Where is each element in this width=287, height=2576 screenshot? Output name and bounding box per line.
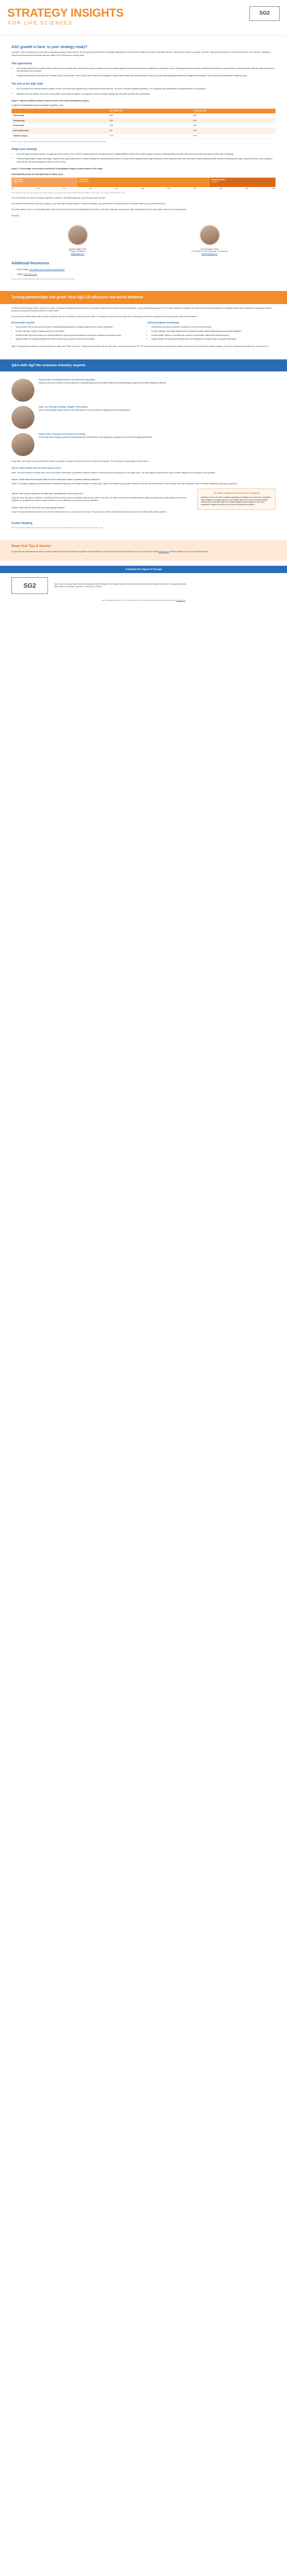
axis-tick-label: 70% [193, 187, 197, 190]
avatar [11, 379, 34, 402]
opportunity-list [11, 67, 276, 78]
risk-list [11, 88, 276, 95]
qa-answer: Katie: The client needed a credible way to show why earlier intervention in Alzheimer's disease matters. Previous analyses had focused on late-stage costs. The client wanted to quantify the value of earlier diagnosis and a structured care pathway. [11, 471, 216, 474]
list-item: • Provider benefit: Evidence on workflow and outcomes can drive better patient-level adoption decisions. [151, 334, 276, 337]
share-section [0, 540, 287, 560]
author-name: Jaymie Eagle, PhD [68, 247, 87, 250]
table-cell: 70% [192, 123, 276, 129]
list-item: • Supplier benefit: The analysis demonstrates value and strengthens the adoption story and supplier partnerships. [151, 338, 276, 341]
share-text-before: Do you have an interesting case study or helpful analysis that other Life Sciences suppliers could benefit from? We'd love to hear from you! Reach out to your Sg2 team or email [11, 550, 158, 553]
share-text [11, 551, 276, 553]
newsletter-title: STRATEGY INSIGHTS [7, 6, 124, 19]
table-header [11, 109, 108, 113]
axis-tick-label: 90% [245, 187, 249, 190]
table-cell: Knee replacement [11, 129, 108, 134]
qa-with-sidebar [11, 488, 276, 517]
case-heading: EP procedure growth [11, 321, 35, 324]
footer-note-text: Sg2 is a trademark of Vizient, Inc. | To unsubscribe, contact your organization's Sg2 representative or email [101, 599, 176, 601]
axis-tick-label: 20% [63, 187, 66, 190]
adapt-list [11, 153, 276, 164]
table-header: 4TH QUARTILE [192, 109, 276, 113]
segment-label: GROWING [79, 178, 89, 181]
panelist-text [39, 433, 152, 438]
case-column-ep [11, 321, 140, 342]
table-cell: 77% [108, 133, 192, 138]
segment-range: Middle 50% [79, 181, 89, 183]
table-row [11, 123, 276, 129]
partnership-paragraph: Successful partnerships begin with a provider challenge that can be measured, improved, and scaled. The examples below show how Sg2 LSI is connecting providers and suppliers to test and generate value-based evidence. [11, 316, 198, 318]
list-item: • ASC growth represents procedural volume. Sg2's services forecast ASC procedures to grow at a faster pace than hospital outpatient department procedures, particularly in orthopedics, spine, cardiology and general surgery. Shifting reimbursement, expanded ASC-covered procedure lists and payer preferences will accelerate this movement. [17, 67, 276, 73]
qa-question: Jaymie: What made this analysis different from traditional claims or patient journey analyses? [11, 478, 100, 481]
list-item: • Provider challenge: Growth in capacity strained, lab time limited. [16, 330, 140, 333]
footer-logo: SG2 [11, 577, 48, 594]
table-header-row [11, 109, 276, 113]
figure-2-subtitle: PROCEDURES IN ASC BY DISTRIBUTION OF MSAS, 2023 [11, 173, 63, 176]
sg2-logo: SG2 [249, 6, 280, 21]
qa-section [0, 371, 287, 536]
partnership-heading: Turning partnerships into proof: How Sg2 LSI advances real-world evidence [11, 295, 144, 299]
axis-tick-label: 40% [115, 187, 118, 190]
axis-tick-label: 60% [167, 187, 171, 190]
author-email-link[interactable]: jeagle@sg2.com [70, 252, 85, 255]
qa-answer: Susan: The biggest challenge was that Alzheimer's disease progression is not easily identified in claims data. Claims can identify most cognitive impairment, but the path to Alzheimer's is often unclear. We built a stepwise model to estimate diagnosis timing and progression. [11, 482, 238, 485]
case-list [147, 326, 276, 340]
callout-heading: The Hidden Hospital Cost of Alzheimer's Caregiving [213, 492, 260, 495]
list-item [17, 273, 276, 276]
figure-1-caption: Figure 1. Market variation analysis shows uneven shift toward ambulatory surgery [11, 99, 89, 102]
table-cell: 97% [192, 133, 276, 138]
sign-off: Sincerely, [11, 214, 20, 217]
author-card [31, 225, 125, 255]
closing-paragraph: The best markets are where procedural migration, portfolio fit, ownership dynamics, and forecast growth coincide. [11, 197, 106, 199]
list-item: • Provider benefit: Real-world evidence can identify bottlenecks, support operational decisions, and improve readiness for procedural growth. [16, 334, 140, 337]
table-cell: 41% [192, 129, 276, 134]
footer-address: 5600 N River Rd, Suite 800, Rosemont, IL 60018 | 847.779.5300 [54, 585, 102, 588]
footer [0, 573, 287, 598]
figure-2 [11, 173, 276, 190]
qa-question: Jaymie: Who will the client use this work going forward? [11, 506, 65, 509]
table-row [11, 129, 276, 134]
table-row [11, 118, 276, 123]
case-column-glioma [147, 321, 276, 342]
segment-range: Top 25% [211, 181, 219, 183]
author-title: Principal, Intelligence [69, 250, 86, 253]
further-reading-text: Alzheimer's Association. 2024 Alzheimer's Disease Facts and Figures; CMS, National Health Expenditure Data; Sg2 Impact of Change® Forecast, 2024. [11, 527, 103, 529]
list-item: • Supplier benefit: The analysis strengthens the device's positioning and supports commercial and growth. [16, 338, 140, 341]
panelist-bio: Greg has more than 20 years of industry experience, including leading Sg2's Innovation Readiness and implementation programs and market intelligence offerings. [39, 381, 166, 384]
qa-question: Jaymie: What problem was the client trying to solve? [11, 467, 62, 470]
footer-banner: Anticipate the Impact of Change [0, 566, 287, 573]
closing-paragraph: All health systems move to an ambulatory-first model; the need to develop site-neutral playbooks for ASCs, post-acute offerings, and physician office settings will become more urgent. Assess your strategy today. [11, 208, 187, 211]
footer-text [54, 583, 186, 588]
figure-2-axis [11, 188, 276, 190]
axis-tick-label: 0% [11, 187, 14, 190]
author-name: Karl Korkmaz, PhD [200, 247, 219, 250]
panelist-name: Katie Lau, Principal, Strategic Supplier Partnerships [39, 406, 88, 409]
figure-2-bar [11, 178, 276, 187]
figure-2-caption: Figure 2. Percentage of procedures performed in ambulatory surgery centers spans a 40% range [11, 167, 103, 170]
list-item: • Provider challenge: Technology adoption does not guarantee impact; limited imaging capacity and workflow integration. [151, 330, 276, 333]
additional-sources: Sources: Sg2 ASC Strategy Infographic, 2024; Sg2 Impact of Change® Forecast, 2024; CMS claims data. [11, 278, 75, 281]
share-text-after: with the details or to set up a quick discussion. [170, 550, 209, 553]
axis-tick-label: 10% [37, 187, 40, 190]
panelist [11, 379, 276, 402]
qa-question: Jaymie: How did you help turn the data into something the client could use? [11, 493, 83, 495]
list-item: • Sg2 forecasts a 46% ten-year demand growth for electrophysiology procedures, creating an opportunity for device collaboration. [16, 326, 140, 329]
share-heading: Share Your Tips & Stories! [11, 545, 51, 549]
segment-trailblazing [210, 178, 276, 187]
qa-answer: Greg: We used Sg2 data for Medicare & Medicaid Services revenue data to estimate outcomes and costs. From there, we built a framework to estimate disease stage and progression using signals from the data. Together, we quantified the impact of earlier detection on cost, utilization and outcomes across providers. [11, 497, 187, 502]
axis-tick-label: 100% [271, 187, 276, 190]
qa-answer: Greg: The client will take the question from what the clinical costs are, to what a system can do. This gives them a clear and defensible business case to share with health system partners. [11, 510, 167, 513]
qa-banner [0, 359, 287, 371]
qa-intro: Greg, Katie, and Susan recently worked with a client to quantify the impact of early intervention in Alzheimer's disease. The following is a conversation between them. [11, 460, 149, 463]
table-cell: Cataract surgery [11, 133, 108, 138]
panelist [11, 433, 276, 456]
panelist [11, 406, 276, 429]
table-cell: 9% [108, 129, 192, 134]
section-heading: ASC growth is here. Is your strategy ready? [11, 45, 88, 49]
partnership-section [0, 304, 287, 355]
share-email-link[interactable]: lsi@sg2.com [158, 550, 170, 553]
panelist-bio: Katie connects leading supplier partners with health systems to solve operational challenges and accelerate adoption. [39, 409, 131, 411]
partnership-paragraph: At Vizient's 2024 Supplier Forum, Sg2 and a number of vendors including decisions focused on real-world evidence and provider-supplier partnerships. In the partnership discussion, the LSI team shared how suppliers can move forward as trusted partners to strategic partners that contribute to measurable provider priorities and produce real-world evidence to prove value. [11, 307, 272, 312]
opportunity-heading: The opportunity [11, 62, 32, 65]
partnership-banner [0, 291, 287, 304]
case-list [11, 326, 140, 340]
panelist-name: Greg Fusilier, Consulting Director, Life Sciences Consulting [39, 379, 95, 381]
author-email-link[interactable]: kkorkmaz@sg2.com [201, 252, 218, 255]
table-cell: Arthroscopy [11, 113, 108, 118]
table-cell: 84% [192, 118, 276, 123]
axis-tick-label: 80% [219, 187, 223, 190]
intro-section [0, 36, 287, 288]
panelist-name: Susan Vestre, Principal, Life Sciences Consulting [39, 433, 86, 436]
resource-link[interactable]: The Rising Tide of Cardiovascular Disease [29, 268, 65, 271]
risk-heading: The risk of the ASC shift [11, 83, 43, 86]
list-item [17, 269, 276, 271]
list-item: • Focused segmentation creates advantage. Segment ASC opportunity based on market maturity and ownership growth drivers. Consider these segment-based target audiences, which supports broad value and market impact: growing centers focused on efficiency and data, established centers with consistent case volume, and those preparing to add new service lines. [17, 158, 276, 163]
list-item: • Hospital and physician-ownership mix is shifting. A 2024 survey found ~50% of ASCs have some form of hospital or health system ownership, while physician-owned ASCs are expanding partnerships with management companies. Each ownership model implies a different buyer. [17, 75, 276, 77]
figure-1-table [11, 109, 276, 138]
avatar [11, 433, 34, 456]
axis-tick-label: 30% [89, 187, 92, 190]
table-row [11, 113, 276, 118]
panelist-bio: Susan brings deep strategic experience with pharmaceutical, medical device, and diagnostics companies to provide market insights and direction. [39, 436, 153, 438]
header [0, 0, 287, 36]
adapt-heading: Adapt your strategy [11, 148, 38, 151]
additional-resources-list [11, 269, 276, 276]
case-columns [11, 321, 276, 342]
list-item: • Adoption varies by market, service line, and provider. As procedures migrate, LSI companies need to reshape strategy with clear ASC-specific value propositions. [17, 93, 276, 96]
closing-paragraph: Life sciences leaders have a new ASC playbook—one that maps portfolio exposure, decision-pathways, and value stories to economic impact, workforce efficiency, and clinical outcomes. [11, 203, 166, 205]
author-title: Sr Principal & General Manager, Life Sciences [191, 250, 228, 253]
author-card [163, 225, 257, 255]
resource-prefix: Insight: [17, 273, 23, 276]
panelist-text [39, 379, 166, 384]
table-row [11, 133, 276, 138]
segment-catching [11, 178, 78, 187]
table-cell: Hernia repair [11, 123, 108, 129]
case-heading: Advanced glioma monitoring [147, 321, 179, 324]
avatar [11, 406, 34, 429]
segment-label: CATCHING [13, 178, 23, 181]
intro-paragraph: Currently ~20% of surgeries are performed in ambulatory surgery centers (ASCs), but strong growth makes them a strategic battleground for life sciences industry (LSI) Sg2 in estimates that ASC volumes will continue to increase, with ASC visits growth expected to exceed 20% by 2034. Yet consumer, regulatory, market and reimbursement dynamics will drive shifts in ASC landscape in coming years. [11, 51, 271, 56]
table-cell: Colonoscopy [11, 118, 108, 123]
table-cell: 48% [108, 118, 192, 123]
table-cell: 32% [108, 123, 192, 129]
callout-text: Alzheimer's care is as much a capacity management challenge as a clinical one. Caregivers often struggle to manage symptoms, and hospitals absorb the burden through avoidable admissions and extended stays. Our analysis suggests earlier diagnosis can reduce downstream utilization and improve outcomes for patients and families. [201, 496, 271, 506]
footer-email-link[interactable]: lsi@sg2.com [176, 599, 186, 601]
figure-2-source: Note: Ambulatory procedures = all procedures minus those performed in an inpatient setting. Analysis limited to MSAs with sufficient volume. Source: Sg2 analysis of CMS claims data, 2023. [11, 192, 125, 194]
additional-resources-heading: Additional Resources [11, 262, 49, 266]
qa-heading: Q&A with Sg2 life sciences industry experts [11, 364, 86, 368]
alzheimers-callout [197, 488, 276, 509]
newsletter-subtitle: FOR LIFE SCIENCES [8, 20, 73, 26]
list-item: • Know the goals of decision-makers. In physician-owned centers (70% of ASCs) surgeons influence supply decisions. Hospital-affiliated centers tend to follow system contracts. Understanding ownership, governance and financial pressures helps tailor messaging. [17, 153, 276, 156]
axis-tick-label: 50% [141, 187, 145, 190]
resource-prefix: Expert Insight: [17, 268, 29, 271]
avatar [199, 225, 220, 246]
list-item: • Adult clinical care plans are expected to increase by 13% over the next decade. [151, 326, 276, 329]
table-cell: 89% [192, 113, 276, 118]
segment-range: Bottom 25% [13, 181, 23, 183]
resource-link[interactable]: Think ON to ICU [23, 273, 37, 276]
segment-label: TRAILBLAZING [211, 178, 225, 181]
qa-left-column [11, 488, 192, 517]
avatar [67, 225, 88, 246]
footer-about: Sg2, a Vizient company, delivers health care analytics, market intelligence and strategic expertise to help life sciences and health care organizations thrive in a changing landscape. [54, 583, 187, 586]
segment-growing [78, 178, 210, 187]
table-header: 1ST QUARTILE [108, 109, 192, 113]
further-reading-heading: Further Reading [11, 521, 33, 525]
footer-note [0, 598, 287, 604]
table-cell: 52% [108, 113, 192, 118]
list-item: • ASC economics are narrowly defined. Margins in ASCs are lower than hospitals due to reimbursement rates that are ~50–60% of hospital outpatient payments. LSI companies must demonstrate cost-effectiveness to win adoption. [17, 88, 276, 90]
figure-1-source: Source: Impact of Change® Forecast, 2024; HCUP National Inpatient Sample; CMS Limited Data Set; Claritas Pop-Facts® Premier 2024; Sg2 Analysis, 2024. [11, 141, 106, 143]
panelist-text [39, 406, 130, 411]
figure-1-subtitle: % SELECT PROCEDURES IN ASCS BY MARKET QUARTILE, 2022 [11, 104, 64, 107]
authors [11, 225, 276, 255]
partnership-paragraph: Sg2 LSI helps partners capture real-world evidence to make their "What do we do?" "What provider problem can we help solve—and how will we prove it?" The team will be focusing on partnering with leaders to produce our upcoming ASC-based programs. If you are interested in learning more, reach out to us. [11, 345, 269, 347]
